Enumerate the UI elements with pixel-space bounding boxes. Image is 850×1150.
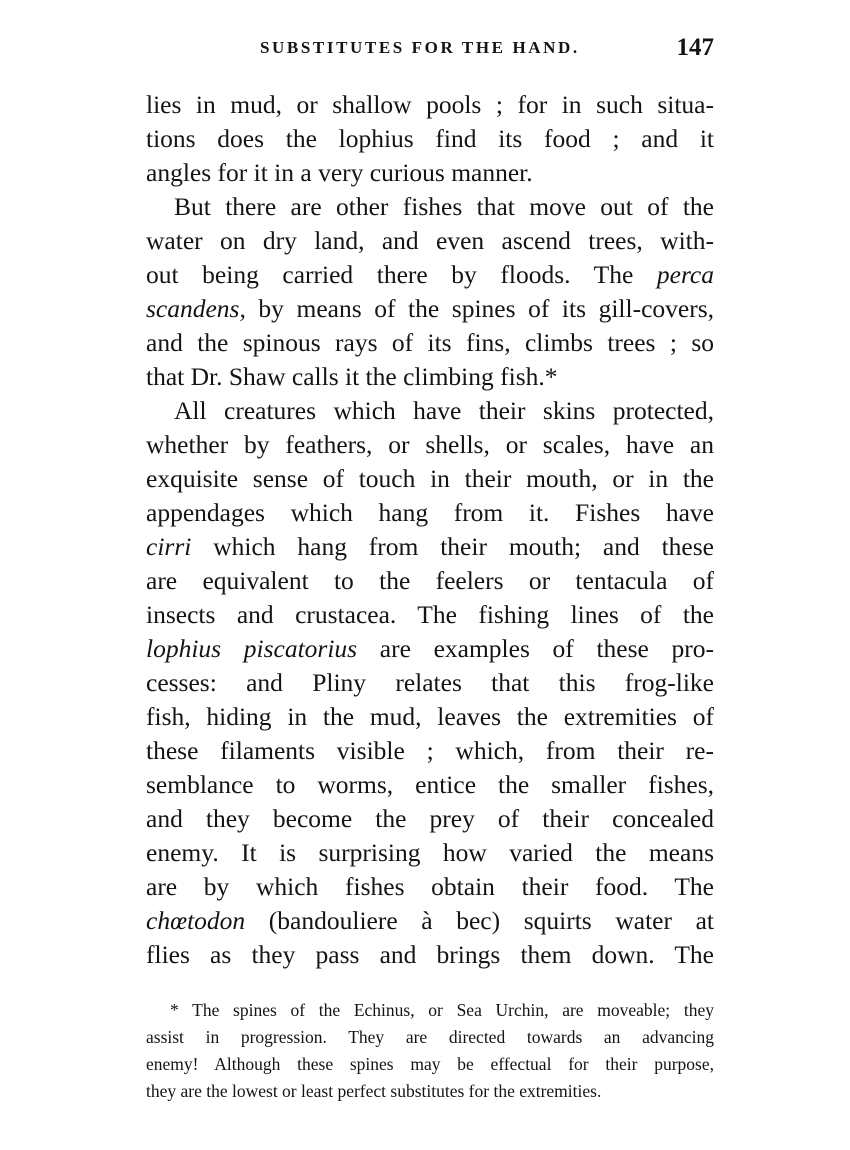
footnote: [146, 997, 714, 1105]
italic-term: chœtodon: [146, 906, 246, 935]
text-line: cirri which hang from their mouth; and these: [146, 532, 714, 561]
text-line: out being carried there by floods. The perca: [146, 260, 714, 289]
text-line: lies in mud, or shallow pools ; for in such situa-: [146, 90, 714, 119]
running-head: [146, 34, 714, 64]
text-line: that Dr. Shaw calls it the climbing fish.*: [146, 362, 558, 391]
text-line: exquisite sense of touch in their mouth, or in the: [146, 464, 714, 493]
text-line: appendages which hang from it. Fishes have: [146, 498, 714, 527]
body-text: [146, 88, 714, 972]
footnote-line: assist in progression. They are directed towards an advancing: [146, 1027, 714, 1047]
running-title: SUBSTITUTES FOR THE HAND.: [260, 38, 580, 57]
text-line: angles for it in a very curious manner.: [146, 158, 533, 187]
text-line: are by which fishes obtain their food. The: [146, 872, 714, 901]
text-line: lophius piscatorius are examples of these pro-: [146, 634, 715, 663]
text-line: All creatures which have their skins protected,: [174, 396, 714, 425]
text-line: insects and crustacea. The fishing lines of the: [146, 600, 714, 629]
text-line: these filaments visible ; which, from their re-: [146, 736, 714, 765]
text-line: enemy. It is surprising how varied the means: [146, 838, 714, 867]
text-line: are equivalent to the feelers or tentacula of: [146, 566, 714, 595]
italic-term: scandens,: [146, 294, 246, 323]
text-line: semblance to worms, entice the smaller fishes,: [146, 770, 714, 799]
text-line: cesses: and Pliny relates that this frog-like: [146, 668, 714, 697]
text-line: But there are other fishes that move out of the: [174, 192, 714, 221]
italic-term: cirri: [146, 532, 192, 561]
text-line: tions does the lophius find its food ; and it: [146, 124, 714, 153]
footnote-line: they are the lowest or least perfect substitutes for the extremities.: [146, 1081, 602, 1101]
text-line: flies as they pass and brings them down. The: [146, 940, 714, 969]
text-line: and the spinous rays of its fins, climbs trees ; so: [146, 328, 714, 357]
footnote-line: * The spines of the Echinus, or Sea Urchin, are moveable; they: [170, 1000, 714, 1020]
text-line: and they become the prey of their concealed: [146, 804, 714, 833]
page-number: 147: [676, 34, 714, 61]
text-line: scandens, by means of the spines of its gill-covers,: [146, 294, 714, 323]
text-line: water on dry land, and even ascend trees, with-: [146, 226, 714, 255]
italic-term: lophius piscatorius: [146, 634, 358, 663]
text-line: chœtodon (bandouliere à bec) squirts water at: [146, 906, 714, 935]
footnote-line: enemy! Although these spines may be effectual for their purpose,: [146, 1054, 714, 1074]
text-line: fish, hiding in the mud, leaves the extremities of: [146, 702, 714, 731]
text-line: whether by feathers, or shells, or scales, have an: [146, 430, 714, 459]
italic-term: perca: [656, 260, 714, 289]
